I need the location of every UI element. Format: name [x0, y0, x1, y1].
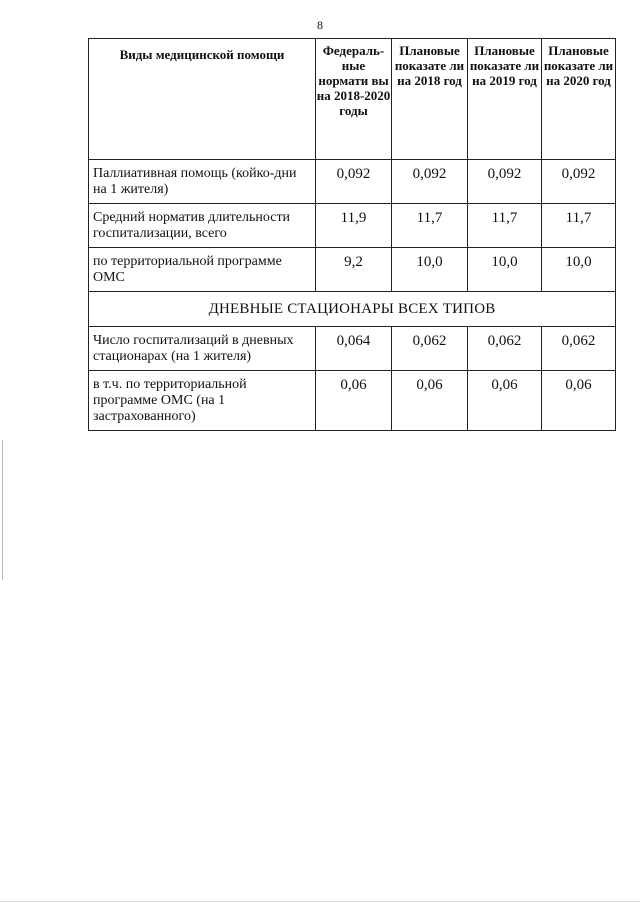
- page-number: 8: [317, 18, 323, 32]
- section-title: ДНЕВНЫЕ СТАЦИОНАРЫ ВСЕХ ТИПОВ: [89, 292, 616, 327]
- row-label: Средний норматив длительности госпитализации, всего: [89, 204, 316, 248]
- cell-value: 0,062: [468, 327, 542, 371]
- cell-value: 0,06: [542, 371, 616, 431]
- row-label: в т.ч. по территориальной программе ОМС (на 1 застрахованного): [89, 371, 316, 431]
- table-row: [89, 371, 616, 431]
- cell-value: 11,7: [468, 204, 542, 248]
- cell-value: 11,7: [542, 204, 616, 248]
- cell-value: 10,0: [468, 248, 542, 292]
- cell-value: 11,9: [316, 204, 392, 248]
- table-row: [89, 327, 616, 371]
- scan-artifact-left: [2, 440, 3, 580]
- cell-value: 0,092: [542, 160, 616, 204]
- cell-value: 0,06: [316, 371, 392, 431]
- table-header-row: [89, 39, 616, 160]
- cell-value: 0,06: [468, 371, 542, 431]
- cell-value: 0,062: [542, 327, 616, 371]
- row-label: Паллиативная помощь (койко-дни на 1 жителя): [89, 160, 316, 204]
- header-plan-2019: Плановые показате ли на 2019 год: [468, 39, 542, 160]
- scan-artifact-bottom: [0, 901, 640, 902]
- table-row: [89, 204, 616, 248]
- table-row: [89, 160, 616, 204]
- header-federal-norms: Федераль-ные нормати вы на 2018-2020 годы: [316, 39, 392, 160]
- cell-value: 11,7: [392, 204, 468, 248]
- cell-value: 0,092: [392, 160, 468, 204]
- row-label: по территориальной программе ОМС: [89, 248, 316, 292]
- header-care-type: Виды медицинской помощи: [89, 39, 316, 160]
- cell-value: 0,092: [468, 160, 542, 204]
- cell-value: 0,062: [392, 327, 468, 371]
- row-label: Число госпитализаций в дневных стационарах (на 1 жителя): [89, 327, 316, 371]
- header-plan-2018: Плановые показате ли на 2018 год: [392, 39, 468, 160]
- cell-value: 9,2: [316, 248, 392, 292]
- header-plan-2020: Плановые показате ли на 2020 год: [542, 39, 616, 160]
- cell-value: 10,0: [392, 248, 468, 292]
- cell-value: 0,064: [316, 327, 392, 371]
- cell-value: 0,06: [392, 371, 468, 431]
- table-row: [89, 248, 616, 292]
- healthcare-norms-table: [88, 38, 616, 431]
- cell-value: 0,092: [316, 160, 392, 204]
- cell-value: 10,0: [542, 248, 616, 292]
- section-header-row: [89, 292, 616, 327]
